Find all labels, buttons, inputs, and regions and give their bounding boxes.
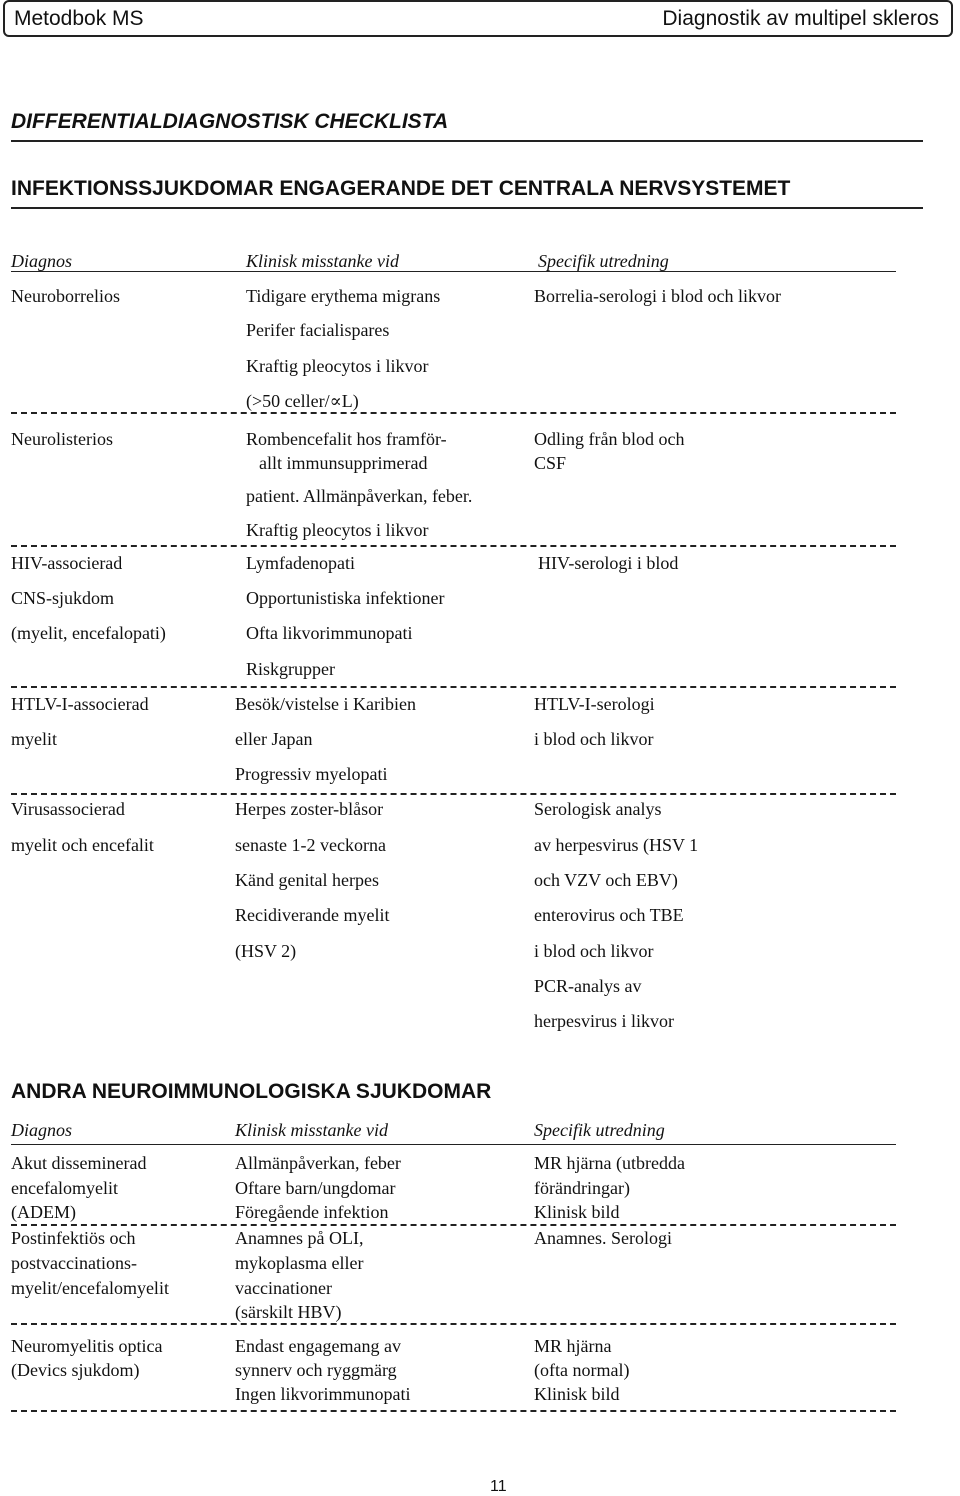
cell-klinisk: Ofta likvorimmunopati <box>246 623 413 643</box>
cell-klinisk: Kraftig pleocytos i likvor <box>246 356 429 376</box>
cell-diagnos: HTLV-I-associerad <box>11 694 149 714</box>
cell-utredning: Klinisk bild <box>534 1384 620 1404</box>
cell-klinisk: allt immunsupprimerad <box>259 453 428 473</box>
cell-diagnos: Virusassocierad <box>11 799 125 819</box>
cell-klinisk: Perifer facialispares <box>246 320 390 340</box>
cell-klinisk: Recidiverande myelit <box>235 905 390 925</box>
cell-utredning: Serologisk analys <box>534 799 662 819</box>
cell-diagnos: Postinfektiös och <box>11 1228 136 1248</box>
cell-klinisk: Opportunistiska infektioner <box>246 588 445 608</box>
cell-utredning: och VZV och EBV) <box>534 870 678 890</box>
column-header-rule <box>11 1144 896 1145</box>
cell-klinisk: (>50 celler/∝L) <box>246 391 359 411</box>
cell-klinisk: (särskilt HBV) <box>235 1302 342 1322</box>
cell-utredning: Anamnes. Serologi <box>534 1228 672 1248</box>
cell-diagnos: (ADEM) <box>11 1202 76 1222</box>
cell-utredning: PCR-analys av <box>534 976 642 996</box>
cell-diagnos: Neurolisterios <box>11 429 113 449</box>
cell-klinisk: Riskgrupper <box>246 659 335 679</box>
cell-utredning: i blod och likvor <box>534 729 654 749</box>
cell-klinisk: Progressiv myelopati <box>235 764 388 784</box>
cell-diagnos: (myelit, encefalopati) <box>11 623 166 643</box>
section1-title: INFEKTIONSSJUKDOMAR ENGAGERANDE DET CENTRALA NERVSYSTEMET <box>11 177 791 200</box>
cell-utredning: Odling från blod och <box>534 429 685 449</box>
col-header-diagnos: Diagnos <box>11 251 73 271</box>
cell-utredning: MR hjärna (utbredda <box>534 1153 685 1173</box>
cell-klinisk: Ingen likvorimmunopati <box>235 1384 411 1404</box>
cell-utredning: HIV-serologi i blod <box>538 553 679 573</box>
cell-diagnos: Akut disseminerad <box>11 1153 147 1173</box>
cell-klinisk: mykoplasma eller <box>235 1253 364 1273</box>
cell-utredning: herpesvirus i likvor <box>534 1011 674 1031</box>
cell-diagnos: myelit/encefalomyelit <box>11 1278 169 1298</box>
cell-klinisk: Endast engagemang av <box>235 1336 401 1356</box>
col-header-klinisk: Klinisk misstanke vid <box>246 251 399 271</box>
document-title: DIFFERENTIALDIAGNOSTISK CHECKLISTA <box>11 110 449 133</box>
page-number: 11 <box>490 1478 507 1495</box>
col-header-utredning: Specifik utredning <box>538 251 669 271</box>
cell-diagnos: CNS-sjukdom <box>11 588 115 608</box>
cell-klinisk: Tidigare erythema migrans <box>246 286 441 306</box>
cell-utredning: (ofta normal) <box>534 1360 630 1380</box>
cell-klinisk: Rombencefalit hos framför- <box>246 429 447 449</box>
header-right-title: Diagnostik av multipel skleros <box>662 7 939 30</box>
cell-klinisk: Oftare barn/ungdomar <box>235 1178 396 1198</box>
cell-utredning: HTLV-I-serologi <box>534 694 655 714</box>
cell-utredning: MR hjärna <box>534 1336 612 1356</box>
title-rule <box>11 140 923 142</box>
cell-klinisk: Kraftig pleocytos i likvor <box>246 520 429 540</box>
cell-klinisk: senaste 1-2 veckorna <box>235 835 386 855</box>
cell-utredning: förändringar) <box>534 1178 630 1198</box>
header-left-title: Metodbok MS <box>14 7 144 30</box>
row-divider <box>11 1323 896 1325</box>
cell-klinisk: Föregående infektion <box>235 1202 389 1222</box>
cell-klinisk: Herpes zoster-blåsor <box>235 799 384 819</box>
cell-diagnos: Neuroborrelios <box>11 286 120 306</box>
row-divider <box>11 412 896 414</box>
row-divider <box>11 1410 896 1412</box>
cell-utredning: CSF <box>534 453 567 473</box>
cell-diagnos: HIV-associerad <box>11 553 123 573</box>
col-header-klinisk: Klinisk misstanke vid <box>235 1120 388 1140</box>
cell-diagnos: encefalomyelit <box>11 1178 118 1198</box>
running-header <box>3 0 953 37</box>
cell-klinisk: Allmänpåverkan, feber <box>235 1153 401 1173</box>
row-divider <box>11 545 896 547</box>
cell-klinisk: vaccinationer <box>235 1278 332 1298</box>
cell-klinisk: Känd genital herpes <box>235 870 379 890</box>
cell-utredning: av herpesvirus (HSV 1 <box>534 835 699 855</box>
cell-diagnos: postvaccinations- <box>11 1253 137 1273</box>
cell-diagnos: myelit <box>11 729 57 749</box>
cell-klinisk: synnerv och ryggmärg <box>235 1360 397 1380</box>
section1-title-rule <box>11 207 923 209</box>
cell-utredning: enterovirus och TBE <box>534 905 684 925</box>
cell-utredning: Klinisk bild <box>534 1202 620 1222</box>
cell-utredning: i blod och likvor <box>534 941 654 961</box>
cell-klinisk: (HSV 2) <box>235 941 297 961</box>
column-header-rule <box>11 271 896 272</box>
cell-diagnos: (Devics sjukdom) <box>11 1360 140 1380</box>
col-header-diagnos: Diagnos <box>11 1120 73 1140</box>
cell-diagnos: Neuromyelitis optica <box>11 1336 163 1356</box>
cell-klinisk: Lymfadenopati <box>246 553 355 573</box>
col-header-utredning: Specifik utredning <box>534 1120 665 1140</box>
row-divider <box>11 1224 896 1226</box>
cell-diagnos: myelit och encefalit <box>11 835 154 855</box>
cell-klinisk: eller Japan <box>235 729 313 749</box>
row-divider <box>11 686 896 688</box>
cell-klinisk: Besök/vistelse i Karibien <box>235 694 416 714</box>
section2-title: ANDRA NEUROIMMUNOLOGISKA SJUKDOMAR <box>11 1080 492 1103</box>
cell-klinisk: Anamnes på OLI, <box>235 1228 364 1248</box>
cell-utredning: Borrelia-serologi i blod och likvor <box>534 286 781 306</box>
row-divider <box>11 793 896 795</box>
cell-klinisk: patient. Allmänpåverkan, feber. <box>246 486 473 506</box>
